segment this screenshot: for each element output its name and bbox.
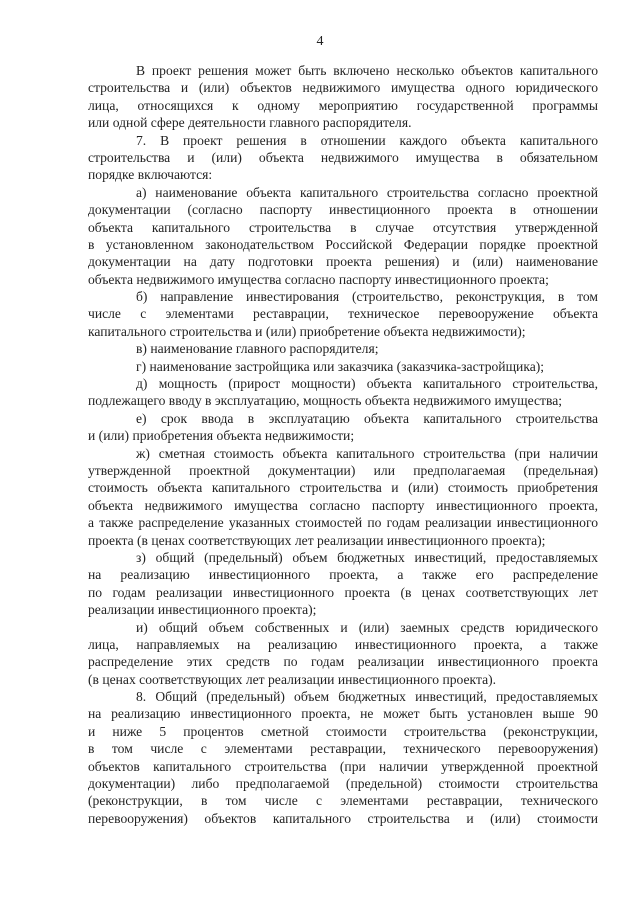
paragraph (88, 549, 598, 619)
paragraph (88, 410, 598, 445)
text-line: объекта недвижимого имущества согласно паспорту инвестиционного проекта; (88, 271, 549, 287)
text-line: или одной сфере деятельности главного распорядителя. (88, 115, 412, 131)
text-line: (реконструкции, в том числе с элементами реставрации, технического (88, 793, 598, 809)
text-line: д) мощность (прирост мощности) объекта капитального строительства, (136, 376, 598, 392)
paragraph (88, 340, 598, 357)
text-line: на реализацию инвестиционного проекта, а также его распределение (88, 567, 598, 583)
paragraph (88, 688, 598, 827)
text-line: и ниже 5 процентов сметной стоимости строительства (реконструкции, (88, 723, 598, 739)
text-line: е) срок ввода в эксплуатацию объекта капитального строительства (136, 410, 598, 426)
text-line: в) наименование главного распорядителя; (136, 341, 379, 357)
text-line: объекта недвижимого имущества согласно паспорту инвестиционного проекта, (88, 497, 598, 513)
text-line: а также распределение указанных стоимостей по годам реализации инвестиционного (88, 515, 598, 531)
text-line: и (или) приобретения объекта недвижимости; (88, 428, 355, 444)
text-line: реализации инвестиционного проекта); (88, 602, 317, 618)
text-line: документации (согласно паспорту инвестиционного проекта в отношении (88, 202, 598, 218)
text-line: подлежащего вводу в эксплуатацию, мощность объекта недвижимого имущества; (88, 393, 563, 409)
text-line: по годам реализации инвестиционного проекта (в ценах соответствующих лет (88, 584, 598, 600)
text-line: капитального строительства и (или) приобретение объекта недвижимости); (88, 323, 526, 339)
text-line: строительства и (или) объектов недвижимого имущества одного юридического (88, 80, 598, 96)
text-line: числе с элементами реставрации, техническое перевооружение объекта (88, 306, 598, 322)
text-line: В проект решения может быть включено несколько объектов капитального (136, 63, 598, 78)
text-line: г) наименование застройщика или заказчика (заказчика-застройщика); (136, 358, 545, 374)
page-number: 4 (316, 34, 324, 49)
text-line: объекта капитального строительства в случае отсутствия утвержденной (88, 219, 598, 235)
paragraph (88, 619, 598, 689)
text-line: на реализацию инвестиционного проекта, не может быть установлен выше 90 (88, 706, 598, 722)
document-body (88, 62, 598, 827)
text-line: лица, направляемых на реализацию инвестиционного проекта, а также (88, 636, 598, 652)
text-line: 8. Общий (предельный) объем бюджетных инвестиций, предоставляемых (136, 689, 598, 705)
paragraph (88, 132, 598, 184)
text-line: строительства и (или) объекта недвижимого имущества в обязательном (88, 149, 598, 165)
paragraph (88, 288, 598, 340)
text-line: перевооружения) объектов капитального строительства и (или) стоимости (88, 810, 598, 826)
text-line: распределение этих средств по годам реализации инвестиционного проекта (88, 654, 598, 670)
paragraph (88, 184, 598, 288)
text-line: (в ценах соответствующих лет реализации инвестиционного проекта). (88, 671, 497, 687)
paragraph (88, 375, 598, 410)
text-line: утвержденной проектной документации) или предполагаемая (предельная) (88, 462, 598, 478)
text-line: ж) сметная стоимость объекта капитального строительства (при наличии (136, 445, 598, 461)
text-line: документации на дату подготовки проекта решения) и (или) наименование (88, 254, 598, 270)
text-line: порядке включаются: (88, 167, 213, 183)
text-line: объектов капитального строительства (при наличии утвержденной проектной (88, 758, 598, 774)
text-line: 7. В проект решения в отношении каждого объекта капитального (136, 132, 598, 148)
text-line: лица, относящихся к одному мероприятию государственной программы (88, 97, 598, 113)
text-line: з) общий (предельный) объем бюджетных инвестиций, предоставляемых (136, 549, 598, 565)
text-line: документации) либо предполагаемой (предельной) стоимости строительства (88, 776, 598, 792)
text-line: а) наименование объекта капитального строительства согласно проектной (136, 184, 598, 200)
text-line: и) общий объем собственных и (или) заемных средств юридического (136, 619, 598, 635)
text-line: стоимость объекта капитального строительства и (или) стоимость приобретения (88, 480, 598, 496)
paragraph (88, 358, 598, 375)
text-line: б) направление инвестирования (строительство, реконструкция, в том (136, 289, 598, 305)
text-line: в установленном законодательством Российской Федерации порядке проектной (88, 236, 598, 252)
paragraph (88, 445, 598, 549)
paragraph (88, 62, 598, 132)
text-line: проекта (в ценах соответствующих лет реализации инвестиционного проекта); (88, 532, 546, 548)
text-line: в том числе с элементами реставрации, технического перевооружения) (88, 741, 598, 757)
